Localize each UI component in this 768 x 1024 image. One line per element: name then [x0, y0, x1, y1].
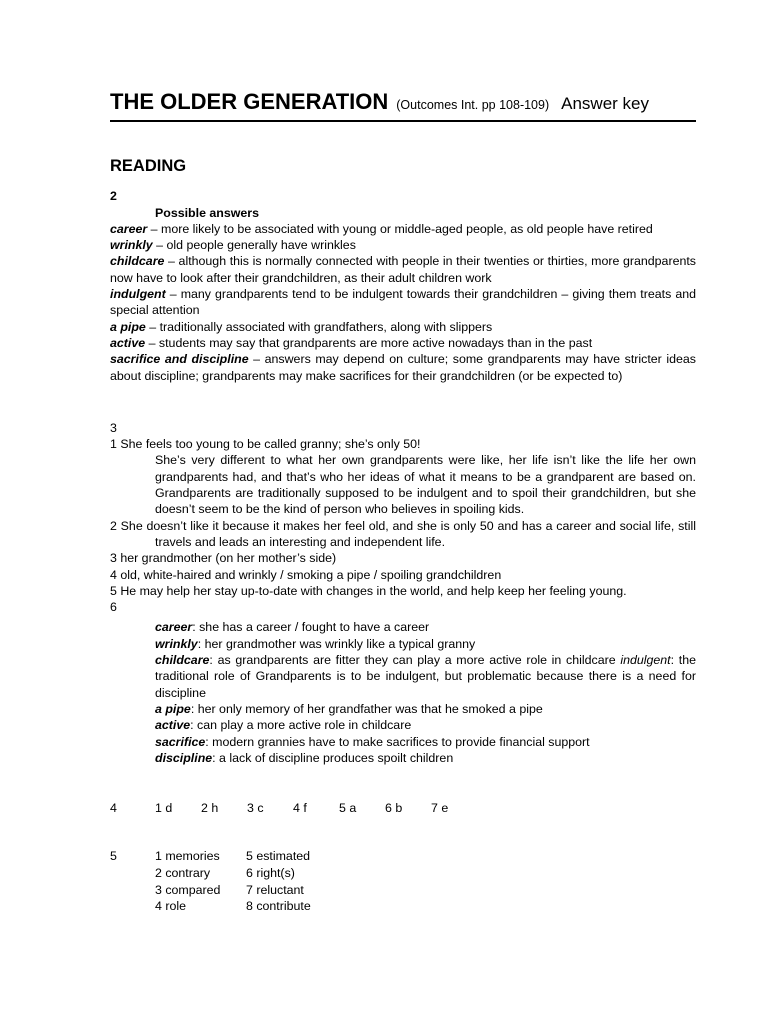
- table-row: [155, 848, 311, 865]
- table-row: [155, 898, 311, 915]
- answer-item: [110, 335, 696, 351]
- table-cell: 5 estimated: [246, 849, 311, 864]
- answer-item: [110, 319, 696, 335]
- table-cell: 3 compared: [155, 882, 221, 897]
- answer-line: 3 her grandmother (on her mother’s side): [110, 551, 337, 566]
- answer-item: [155, 717, 696, 733]
- answer-term: discipline: [155, 750, 213, 765]
- answer-item: [155, 734, 696, 750]
- table-cell: 7 reluctant: [246, 882, 304, 897]
- question-number: 4: [110, 801, 117, 816]
- answer-text: : modern grannies have to make sacrifices to provide financial support: [205, 734, 590, 749]
- answer-term: sacrifice: [155, 734, 206, 749]
- question-number: 6: [110, 600, 117, 615]
- section-heading-reading: READING: [110, 157, 187, 175]
- answer-text: : her only memory of her grandfather was that he smoked a pipe: [190, 701, 543, 716]
- word-answer-table: [155, 848, 311, 914]
- answer-line: 5 He may help her stay up-to-date with changes in the world, and help keep her feeling young.: [110, 583, 627, 598]
- answer-line: 2 She doesn’t like it because it makes her feel old, and she is only 50 and has a career and social life, still travels and leads an interesting and independent life.: [110, 518, 696, 549]
- match-answer: 3 c: [247, 801, 264, 816]
- match-answer: 6 b: [385, 801, 403, 816]
- answer-term: a pipe: [110, 319, 146, 334]
- question-5: [110, 848, 696, 914]
- possible-answers-label: Possible answers: [155, 205, 259, 220]
- answer-text: : she has a career / fought to have a career: [192, 620, 430, 635]
- match-answer: 7 e: [431, 801, 449, 816]
- answer-term: career: [110, 221, 148, 236]
- document-title: THE OLDER GENERATION: [110, 89, 389, 114]
- question-number: 3: [110, 420, 117, 435]
- answer-term: wrinkly: [155, 636, 198, 651]
- match-answer: 2 h: [201, 801, 219, 816]
- answer-line: 4 old, white-haired and wrinkly / smoking a pipe / spoiling grandchildren: [110, 567, 502, 582]
- answer-line: 1 She feels too young to be called granny; she’s only 50!: [110, 437, 421, 452]
- answer-item: [155, 619, 696, 635]
- answer-item: [155, 636, 696, 652]
- answer-text: – old people generally have wrinkles: [152, 238, 356, 253]
- answer-item: [155, 701, 696, 717]
- answer-item: [110, 253, 696, 286]
- question-4: [110, 800, 696, 816]
- answer-text: : as grandparents are fitter they can play a more active role in childcare: [209, 653, 621, 668]
- answer-text: : her grandmother was wrinkly like a typical granny: [197, 636, 476, 651]
- match-answer: 4 f: [293, 801, 307, 816]
- answer-term: childcare: [155, 653, 210, 668]
- answer-text: – traditionally associated with grandfathers, along with slippers: [145, 319, 493, 334]
- table-cell: 4 role: [155, 899, 186, 914]
- answer-term: wrinkly: [110, 238, 153, 253]
- answer-term: childcare: [110, 254, 165, 269]
- answer-text: – more likely to be associated with young or middle-aged people, as old people have retired: [147, 221, 653, 236]
- answer-text: : can play a more active role in childcare: [190, 718, 412, 733]
- match-answer: 5 a: [339, 801, 357, 816]
- document-header: [110, 88, 696, 122]
- answer-text: – answers may depend on culture; some grandparents may have stricter ideas about discipline; grandparents may make sacrifices for their grandchildren (or be expected to): [110, 352, 696, 383]
- table-cell: 2 contrary: [155, 865, 211, 880]
- answer-term: active: [110, 335, 146, 350]
- answer-item: [110, 221, 696, 237]
- answer-item: [110, 237, 696, 253]
- table-row: [155, 865, 311, 882]
- table-cell: 6 right(s): [246, 865, 295, 880]
- table-cell: 1 memories: [155, 849, 220, 864]
- vocab-list: [110, 619, 696, 766]
- answer-term: sacrifice and discipline: [110, 352, 249, 367]
- answer-key-page: [110, 88, 696, 915]
- answer-key-label: Answer key: [561, 94, 649, 113]
- answer-term-italic: indulgent: [620, 653, 671, 668]
- table-cell: 8 contribute: [246, 899, 311, 914]
- answer-item: [110, 351, 696, 384]
- answer-term: career: [155, 620, 193, 635]
- answer-text: : a lack of discipline produces spoilt children: [212, 750, 454, 765]
- question-number: 2: [110, 189, 117, 204]
- answer-text: – students may say that grandparents are more active nowadays than in the past: [145, 335, 593, 350]
- answer-text: – many grandparents tend to be indulgent towards their grandchildren – giving them treats and special attention: [110, 287, 696, 318]
- document-subtitle: (Outcomes Int. pp 108-109): [396, 98, 550, 112]
- answer-text: – although this is normally connected with people in their twenties or thirties, more grandparents now have to look after their grandchildren, as their adult children work: [110, 254, 696, 285]
- answer-term: indulgent: [110, 287, 166, 302]
- answer-detail: She’s very different to what her own grandparents were like, her life isn’t like the life her own grandparents had, and that’s who her ideas of what it means to be a grandparent are based on. Grandparents are traditionally supposed to be indulgent and to spoil their grandchildren, but she doesn’t seem to be the kind of person who believes in spoiling kids.: [155, 453, 696, 517]
- answer-item: [155, 652, 696, 701]
- answer-text: : the traditional role of Grandparents is to be indulgent, but problematic because there is a need for discipline: [155, 653, 696, 700]
- question-number: 5: [110, 849, 117, 864]
- table-row: [155, 882, 311, 899]
- answer-item: [110, 286, 696, 319]
- answer-item: [155, 750, 696, 766]
- match-answer: 1 d: [155, 801, 173, 816]
- question-3: [110, 420, 696, 766]
- question-2: [110, 188, 696, 384]
- answer-term: active: [155, 718, 191, 733]
- answer-term: a pipe: [155, 701, 191, 716]
